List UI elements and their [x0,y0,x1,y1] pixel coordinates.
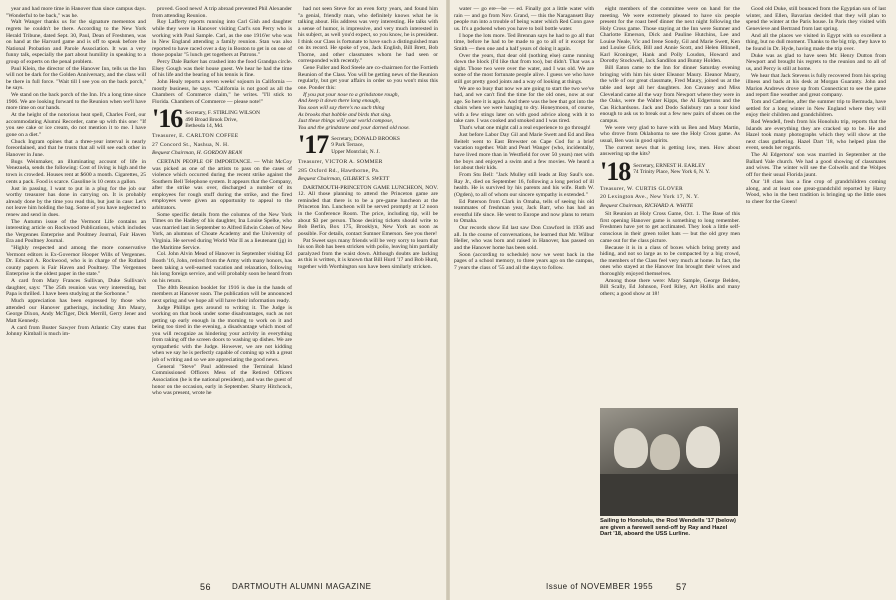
treasurer-line: Treasurer, W. CURTIS GLOVER [600,185,684,192]
paragraph: Good old Duke, still bounced from the Egyptian son of last winter, and Ellen, Bavarian decided that they will plan to spend the winter at the Paris house. In Paris they visited with Genevieve and Bertrand from last spring. [746,6,886,32]
treasurer-address: 27 Concord St., Nashua, N. H. [152,141,230,148]
paragraph: Some specific details from the columns of the New York Times on the Hadley of his daughter, Ina Louise Spelke, who was married last in September to Alfred Edwin Cohen of New York, an alumnus of Choate Academy and the University of Virginia. He served during World War II as a lieutenant (jg) in the Maritime Service. [152,211,292,251]
paragraph: Because it is in a class of boxes which bring pretty and hiding, and not so large as to be compacted by a big crowd, the members of the Class feel very much at home. In fact, the ones who stayed at the Hanover Inn brought their wives and thoroughly enjoyed themselves. [600,244,740,277]
secretary-city: Upper Montclair, N. J. [331,148,380,155]
paragraph: Paul Klein, the director of the Hanover Inn, tells us the Inn will not be dark for the Golden Anniversary, and the class will be there in full force. "Wait till I see you on the back porch," he says. [6,65,146,92]
paragraph: Walt Wanger thanks us for the signature mementos and regrets he couldn't be there. According to the New York Herald Tribune, dated Sept. 30, Paul, Dean of Freshmen, was on hand at the Harvard game and is off to speak before the National Probation and Parole Association. It was a very funny talk, especially the part about humility in speaking to a group of experts on the penal problem. [6,19,146,65]
treasurer-address: 285 Oxford Rd., Hawthorne, Pa. [298,167,380,174]
paragraph: Just before Labor Day Gil and Marie Swett and Ed and Bea Beitelt went to East Brewster on Cape Cod for a brief vacation together. Walt and Pearl Wanger (who, incidentally, have lived more than in Westfield for over 50 years) met with the boys and enjoyed a swim and a few movies. We heard a lot about their kids. [454,132,594,172]
paragraph: We stand on the back porch of the Inn. It's a long time since 1906. We are looking forward to the Reunion when we'll have more time on our hands. [6,92,146,112]
paragraph: The current news that is getting low, men. How about answering up the kits? [600,144,740,158]
bequest-chairman: Bequest Chairman, GILBERT S. SWETT [298,176,389,183]
paragraph: We were very glad to have with us Ben and Mary Martin, who drove from Oklahoma to see the Holy Cross game. As usual, Ben was in good spirits. [600,124,740,144]
secretary-address: 74 Trinity Place, New York 6, N. Y. [633,168,710,175]
photo-caption: Sailing to Honolulu, the Rod Wendells '17 (below) are given a farewell send-off by Ray and Hazel Dart '18, aboard the USS Lurline. [600,518,736,538]
paragraph: Gene Fuller and Rod Steele are co-chairmen for the Fortieth Reunion of the Class. You will be getting news of the Reunion regularly, but get your affairs in order so you won't miss this one. Ponder this: [298,65,438,91]
class-1916-heading [152,104,292,134]
paragraph: Our records show Ed last saw Don Crawford in 1936 and all. In the course of conversations, he learned that Mr. Wilbur Heller, who was born and raised in Hanover, has passed on and the Hanover home has been sold. [454,225,594,251]
paragraph: John Healy reports a seven weeks' sojourn in California — mostly business, he says. "California is not good as all the Chambers of Commerce claim," he writes. "I'll stick to Florida. Chambers of Commerce — please note!" [152,79,292,105]
paragraph: The 40th Reunion booklet for 1916 is due in the hands of members at Hanover soon. The publication will be announced next spring and we hope all will have their information ready. [152,284,292,304]
paragraph: Sit Reunion at Holy Cross Game, Oct. 1. The Base of this first opening Hanover game is something to long remember. Freshmen have yet to get acclimated. They look a little self-conscious in their green toilet hats — but the old grey men came out for the class picture. [600,211,740,244]
page-number: 57 [676,582,688,592]
paragraph: Percy Dale Barker has crashed into the food Grandpa circle. Elsey Gough was their house guest. We hear he had the time of his life and the bearing of his tennis is fine. [152,59,292,79]
paragraph: water — go ere—be — ed. Finally got a little water with rain — and go from Nov. Grand, — this the Naragansett Bay people run into a trouble of being water which Red Conn gave us. It's a godsend when you have to boil bottle water. [454,6,594,32]
paragraph: And all the places we visited in Egypt with so excellent a thing, but no dull moment. Thanks to the big trip, they have to be found in Dr. Hyde, having made the trip over. [746,32,886,52]
secretary-city: Bethesda 14, Md. [185,122,224,129]
left-page [0,0,446,600]
treasurer-line: Treasurer, E. CARLTON COFFEE [152,133,239,140]
paragraph: Over the years, that dear old (nothing else) came running down the block (I'd like that from too), but didn't. That was a sight. Those two were over the water, and I was old. We are some of the most fortunate people alive. I guess we who have still got pretty good joints and a way of looking at things. [454,52,594,85]
paragraph: Duke was as glad to have seen Mr. Henry Dutton from Newport and brought his regrets to the reunion and to all of us, and Percy is still at home. [746,52,886,72]
paragraph: A card from Mary Frances Sullivan, Duke Sullivan's daughter, says: "The 25th reunion was very interesting, but Papa is thrilled. I have been studying at the Sorbonne." [6,278,146,298]
paragraph: Bill Eaton came to the Inn for dinner Saturday evening bringing with him his sister Eleanor Maury. Eleanor Maury, the wife of our great classmate, Fred Maury, joined us at the table and kept all her daughters. Jon Cavaney and Miss Cleveland came all the way from Newport where they were in the Oaks, were the Walter Kipps, the Al Edgertons and the Cas Richardsons. Jack and Dodo Salisbury ran a tour kind enough to ask us to break out a few new pairs of shoes on the campus. [600,65,740,124]
paragraph: That's what one might call a real experience to go through! [459,125,591,132]
paragraph: Soon (according to schedule) now we went back in the pages of a school memory, to three years ago on the campus, 7 years the class of '55 and all the days to follow. [454,251,594,271]
right-column-2 [600,6,740,406]
paragraph: We are so busy that now we are going to start the two we've had, and we can't find the time for the old ones, now at our age. So here it is again. And there was the bee that got into the chairs when we were hanging to dry. Honeymoon, of course, with a few stings later on with good advice along with it to take care. I was cooked and smoked and I was tired. [454,85,594,125]
paragraph: Much appreciation has been expressed by those who attended our Hanover gatherings, including Jim Maury, George Dixon, Andy McTiger, Dick Merrill, Gerry Jener and Matt Kennedy. [6,298,146,324]
issue-date: Issue of NOVEMBER 1955 [546,582,654,591]
right-page [450,0,896,600]
secretary-address: 490 Broad Brook Drive, [185,116,238,123]
paragraph: Ed Paterson from Clark in Omaha, tells of seeing his old teammates of freshman year, Jack Barr, who has had an eventful life since. He went to Europe and now plans to return to Omaha. [454,198,594,225]
paragraph: Pat Sweet says many friends will be very sorry to learn that his son Bob has been stricken with polio, leaving him partially paralyzed from the waist down. Although doubts are lacking as this is written, it is known that Bill Hurd '17 and Bob Hurd, together with Worthington son have been similarly stricken. [298,237,438,270]
paragraph: Just in passing, I want to put in a plug for the job our worthy treasurer has done in carrying on. It is probably already done by the time you read this, but just in case: Let's not leave him holding the bag. Some of you have neglected to renew and send in dues. [6,185,146,218]
paragraph: eight members of the committee were on hand for the meeting. We were extremely pleased to have six people present for the roast beef dinner the next night following the Holy Cross game. Those staying at the Inn were Sumner and Charlotte Emerson, Dick and Pauline Hutchins, Lee and Louise Neale, Vic and Irene Sondy, Gil and Marie Swett, Ken and Louise Glick, Bill and Annie Scott, and Helen Blinnell, Karl Kroninger, Hank and Polly Loudon, Howard and Dorothy Stockwell, Jack Sandilon and Bunny Holden. [600,6,740,65]
paragraph: The Autumn issue of the Vermont Life contains an interesting article on Rockwood Publications, which includes the Vergennes Enterprise and Poultney Journal, Fair Haven Era and Poultney Journal. [6,218,146,245]
paragraph: Judge Phillips gets around to writing it. The Judge is working on that book under some disadvantages, such as not getting up early enough in the morning to work on it and being too tired in the evening, a disadvantage which most of you will recognize as hindering your activity in everything from raking off the screen doors to washing up dishes. We are sympathetic with the Judge. However, we are not kidding when we say he is perfectly capable of coming up with a great job of writing and so we are appreciating the good news. [152,304,292,363]
magazine-title: DARTMOUTH ALUMNI MAGAZINE [232,582,372,591]
left-column-2 [152,6,292,566]
page-number: 56 [200,582,212,592]
paragraph: Bugs Weinmaker, an illuminating account of life in Venezuela, sends the following: Cost of living is high and the town is crowded. Houses rent at $600 a month. Cigarettes, 25 cents a pack. Food is scarce. Gasoline is 10 cents a gallon. [6,158,146,185]
paragraph: "Highly respected and among the more conservative Vermont editors is Ex-Governor Hooper Wills of Vergennes. Dr. Edward A. Rockwood, who is in charge of the Rutland county papers is Fair Haven and Poultney. The Vergennes Enterprise is the oldest paper in the state." [6,245,146,278]
left-column-3 [298,6,438,566]
bequest-chairman: Bequest Chairman, H. GORDON BEAN [152,150,243,157]
paragraph: had not seen Steve for an even forty years, and found him "a genial, friendly man, who definitely knows what he is talking about. His address was very interesting. He talks with a sense of humor, is impressive, and very much interested in his subject, as well you'd expect, so you know, he is president. I think our Class is fortunate to have such a distinguished man on its record. He spoke of you, Jack English, Bill Brett, Bob Thorne, and other classmates whom he had seen or corresponded with recently." [298,6,438,65]
paragraph: year and had more time in Hanover than since campus days. "Wonderful to be back," was he. [6,6,146,19]
paragraph: The Al Edgertons' son was married in September at the Ballard Vale church. We had a good showing of classmates and wives. The winter will see the Colwells and the Wolpes off for their usual Florida jaunt. [746,152,886,179]
paragraph: Roy Lafferty reports running into Carl Gish and daughter while they were in Hanover visiting Carl's son Perry who is working with Paul Sample. Carl, as the one 1916'er who was in New England attending a family reunion. Stan was also reported to have raced over a day in Boston to get in on one of those popular "5 lunch get togethers at Patrons." [152,19,292,59]
treasurer-line: Treasurer, VICTOR A. SOMMER [298,159,383,166]
paragraph: If you put your nose to a grindstone rough, And keep it down there long enough, You soon will say there's no such thing As brooks that babble and birds that sing. Just these things will your world compose, You and the grindstone and your darned old nose. [298,91,410,131]
class-1918-heading [600,156,740,186]
paragraph: A card from Buster Sawyer from Atlantic City states that Johnny Kimball is much im- [6,324,146,338]
paragraph: From Stu Bell: "Jack Mulley still leads at Bay Saul's son. Ray Jr., died on September 16, following a long period of ill health. He is survived by his parents and his wife. Ruth W. (Ogden), to all of whom our sincere sympathy is extended." [454,172,594,198]
paragraph: I hope the lots more. Ted Brennan says he had to go all that time, before he had to be made to go to all of it except for Smith — then one and a half years of doing it again. [454,32,594,52]
class-year: '18 [600,156,631,186]
class-year: '16 [152,104,183,134]
paragraph: We hear that Jack Stevens is fully recovered from his spring illness and back at his desk at Morgan Guaranty. John and Marion Andrews drove up from Connecticut to see the game and report fine weather and great company. [746,72,886,99]
paragraph: Tom and Catherine, after the summer trip to Bermuda, have settled for a long winter in New England where they will enjoy their children and grandchildren. [746,99,886,119]
paragraph: Col. John Alvin Mead of Hanover in September visiting Ed Booth '16, John, retired from the Army with many honors, has been taking a well-earned vacation and relaxation, following his long foreign service, and will probably soon be heard from on his return. [152,251,292,284]
paragraph: Our '18 class has a fine crop of grandchildren coming along, and at least one great-grandchild reported by Harry Wood, who in the best tradition is bringing up the little ones to cheer for the Green! [746,178,886,205]
paragraph: At the height of the notorious heat spell, Charles Ford, our accommodating Alumni Recorder, came up with this one: "If you see cake or ice cream, do not mention it to me. I have gone on a diet." [6,112,146,138]
class-year: '17 [298,130,329,160]
honolulu-photo [600,408,738,516]
paragraph: Among those there were: Mary Sample, George Belden, Bill Scally, Ed Johnson, Ford Riley, Art Hollis and many others; a good show at 18! [600,277,740,297]
secretary-line: Secretary, DONALD BROOKS [331,136,400,143]
secretary-line: Secretary, ERNEST H. EARLEY [633,162,706,169]
treasurer-address: 20 Lexington Ave., New York 17, N. Y. [600,194,700,201]
right-column-1 [454,6,594,566]
paragraph: Chuck Ingram opines that a three-year interval is nearly foreordained, and that he trusts that all will see each other in Hanover in June. [6,138,146,158]
paragraph: CERTAIN PEOPLE OF IMPORTANCE. — Whit McCoy was picked as one of the artists to pass on the cases of violence which occurred during the recent strike against the Southern Bell Telephone system. It appears that the Company, after the strike was over, discharged a number of its employees for rough stuff during the strike, and the fired employees were given an opportunity to appeal to the arbitrators. [152,159,292,211]
paragraph: DARTMOUTH-PRINCETON GAME LUNCHEON, NOV. 12. All those planning to attend the Princeton game are reminded that there is to be a pre-game luncheon at the Princeton Inn. Luncheon will be served promptly at 12 noon in the Conference Room. The price, including tip, will be about $3 per person. Those desiring tickets should write to Bob Berlin, Box 175, Brooklyn, New York as soon as possible. For details, contact Sumner Emerson. See you there! [298,184,438,237]
left-column-1 [6,6,146,566]
paragraph: proved. Good news! A trip abroad prevented Phil Alexander from attending Reunion. [152,6,292,19]
paragraph: General "Steve" Paul addressed the Terminal Island Commissioned Officers Mess of the Retired Officers Association (he is the national president), and was the guest of honor on the occasion, early in September. Sharry Hitchcock, who was present, wrote he [152,363,292,397]
class-1917-heading [298,130,438,160]
secretary-address: 9 Park Terrace, [331,142,364,149]
bequest-chairman: Bequest Chairman, RICHARD A. WHITE [600,202,694,209]
paragraph: Rod Wendell, fresh from his Honolulu trip, reports that the Islands are everything they are cracked up to be. He and Hazel took many photographs which they will show at the next class gathering. Hazel Dart '18, who helped plan the event, sends her regards. [746,119,886,152]
secretary-line: Secretary, F. STIRLING WILSON [185,110,260,117]
right-column-3 [746,6,886,566]
